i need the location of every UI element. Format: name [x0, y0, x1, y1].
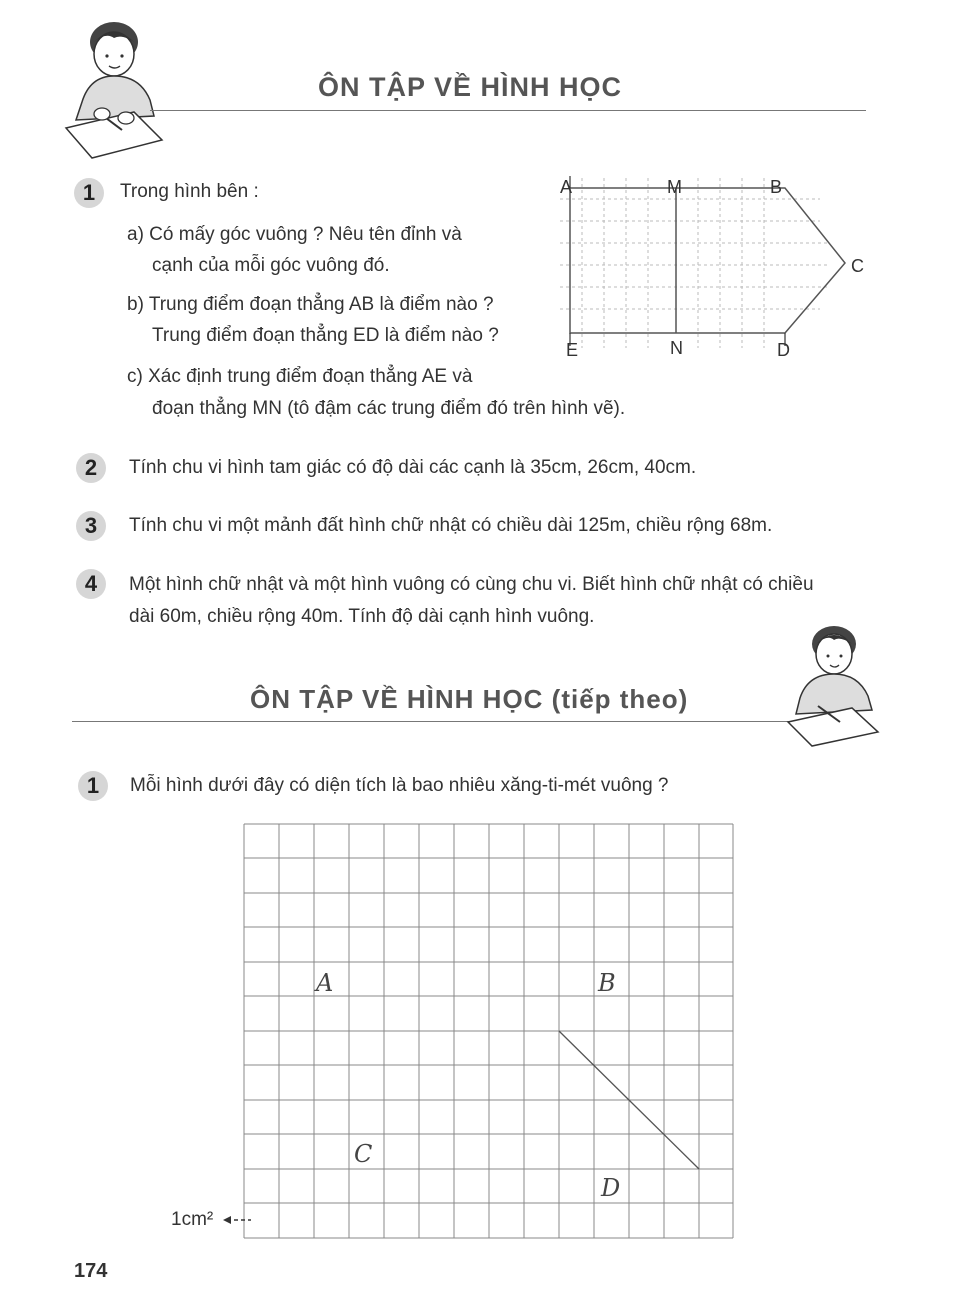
exercise-text: b) Trung điểm đoạn thẳng AB là điểm nào ? — [127, 294, 494, 315]
exercise-text: Tính chu vi một mảnh đất hình chữ nhật có chiều dài 125m, chiều rộng 68m. — [129, 515, 773, 536]
exercise-text: a) Có mấy góc vuông ? Nêu tên đỉnh và — [127, 224, 462, 245]
student-illustration — [782, 618, 882, 748]
exercise-text: Mỗi hình dưới đây có diện tích là bao nhiêu xăng-ti-mét vuông ? — [130, 775, 669, 796]
title-rule — [72, 721, 794, 722]
exercise-text: dài 60m, chiều rộng 40m. Tính độ dài cạnh hình vuông. — [129, 606, 595, 627]
arrow-icon — [221, 1212, 253, 1228]
exercise-text: c) Xác định trung điểm đoạn thẳng AE và — [127, 366, 473, 387]
vertex-label-N: N — [670, 338, 683, 358]
exercise-number: 4 — [76, 569, 106, 599]
exercise-number: 1 — [74, 178, 104, 208]
page-number: 174 — [74, 1260, 108, 1282]
section-title: ÔN TẬP VỀ HÌNH HỌC (tiếp theo) — [250, 684, 689, 714]
exercise-text: cạnh của mỗi góc vuông đó. — [152, 255, 390, 276]
title-rule — [150, 110, 866, 111]
exercise-text: Một hình chữ nhật và một hình vuông có cùng chu vi. Biết hình chữ nhật có chiều — [129, 574, 814, 595]
exercise-text: Tính chu vi hình tam giác có độ dài các cạnh là 35cm, 26cm, 40cm. — [129, 457, 697, 478]
shape-label-B: B — [598, 969, 616, 997]
vertex-label-C: C — [851, 256, 864, 276]
section-title: ÔN TẬP VỀ HÌNH HỌC — [318, 72, 623, 102]
exercise-number: 1 — [78, 771, 108, 801]
exercise-number: 3 — [76, 511, 106, 541]
exercise-text: Trong hình bên : — [120, 181, 259, 202]
shape-label-A: A — [316, 969, 334, 997]
student-illustration — [62, 12, 172, 162]
vertex-label-D: D — [777, 340, 790, 360]
vertex-label-B: B — [770, 177, 783, 197]
area-grid — [236, 816, 741, 1248]
unit-label: 1cm² — [171, 1209, 214, 1230]
exercise-text: Trung điểm đoạn thẳng ED là điểm nào ? — [152, 325, 499, 346]
shape-label-D: D — [601, 1174, 621, 1202]
vertex-label-E: E — [566, 340, 579, 360]
exercise-number: 2 — [76, 453, 106, 483]
vertex-label-A: A — [560, 177, 573, 197]
shape-label-C: C — [354, 1140, 373, 1168]
vertex-label-M: M — [667, 177, 682, 197]
polygon-figure — [540, 168, 880, 368]
exercise-text: đoạn thẳng MN (tô đậm các trung điểm đó trên hình vẽ). — [152, 398, 626, 419]
